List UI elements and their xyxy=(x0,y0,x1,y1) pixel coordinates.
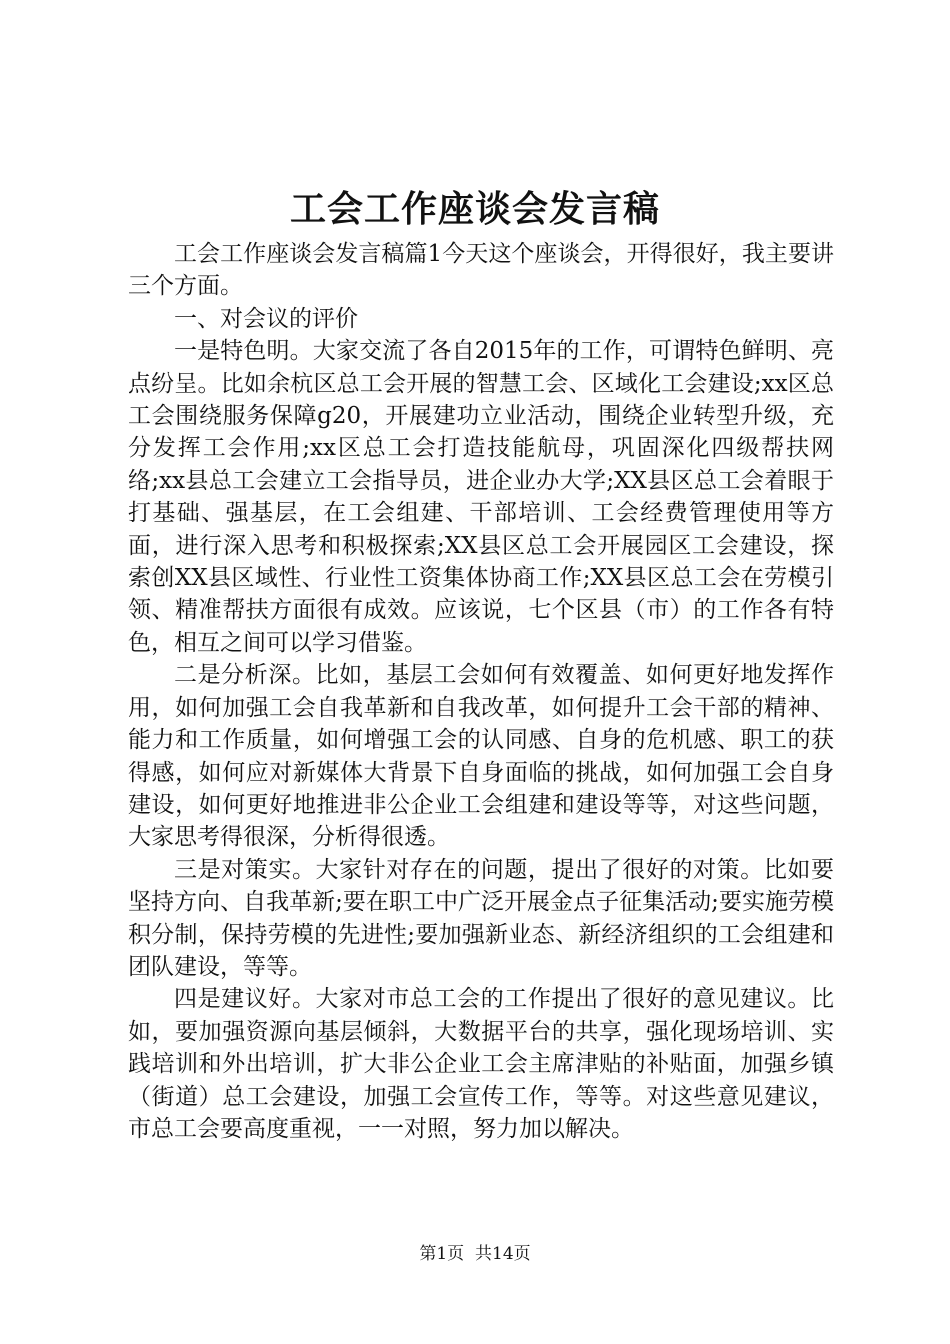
page-footer xyxy=(0,1242,950,1266)
paragraph-point-3: 三是对策实。大家针对存在的问题，提出了很好的对策。比如要坚持方向、自我革新;要在职工中广泛开展金点子征集活动;要实施劳模积分制，保持劳模的先进性;要加强新业态、新经济组织的工会组建和团队建设，等等。 xyxy=(128,856,834,980)
page-number: 第1页 xyxy=(419,1244,465,1264)
section-heading: 一、对会议的评价 xyxy=(174,305,358,332)
document-body xyxy=(128,238,834,1145)
paragraph-point-4: 四是建议好。大家对市总工会的工作提出了很好的意见建议。比如，要加强资源向基层倾斜，大数据平台的共享，强化现场培训、实践培训和外出培训，扩大非公企业工会主席津贴的补贴面，加强乡镇（街道）总工会建设，加强工会宣传工作，等等。对这些意见建议，市总工会要高度重视，一一对照，努力加以解决。 xyxy=(128,986,834,1142)
paragraph-intro: 工会工作座谈会发言稿篇1今天这个座谈会，开得很好，我主要讲三个方面。 xyxy=(128,241,834,300)
paragraph-point-1: 一是特色明。大家交流了各自2015年的工作，可谓特色鲜明、亮点纷呈。比如余杭区总工会开展的智慧工会、区域化工会建设;xx区总工会围绕服务保障g20，开展建功立业活动，围绕企业转型升级，充分发挥工会作用;xx区总工会打造技能航母，巩固深化四级帮扶网络;xx县总工会建立工会指导员，进企业办大学;XX县区总工会着眼于打基础、强基层，在工会组建、干部培训、工会经费管理使用等方面，进行深入思考和积极探索;XX县区总工会开展园区工会建设，探索创XX县区域性、行业性工资集体协商工作;XX县区总工会在劳模引领、精准帮扶方面很有成效。应该说，七个区县（市）的工作各有特色，相互之间可以学习借鉴。 xyxy=(128,338,834,656)
page-total: 共14页 xyxy=(475,1244,531,1264)
paragraph-point-2: 二是分析深。比如，基层工会如何有效覆盖、如何更好地发挥作用，如何加强工会自我革新和自我改革，如何提升工会干部的精神、能力和工作质量，如何增强工会的认同感、自身的危机感、职工的获得感，如何应对新媒体大背景下自身面临的挑战，如何加强工会自身建设，如何更好地推进非公企业工会组建和建设等等，对这些问题，大家思考得很深，分析得很透。 xyxy=(128,662,834,851)
document-title: 工会工作座谈会发言稿 xyxy=(289,188,660,230)
